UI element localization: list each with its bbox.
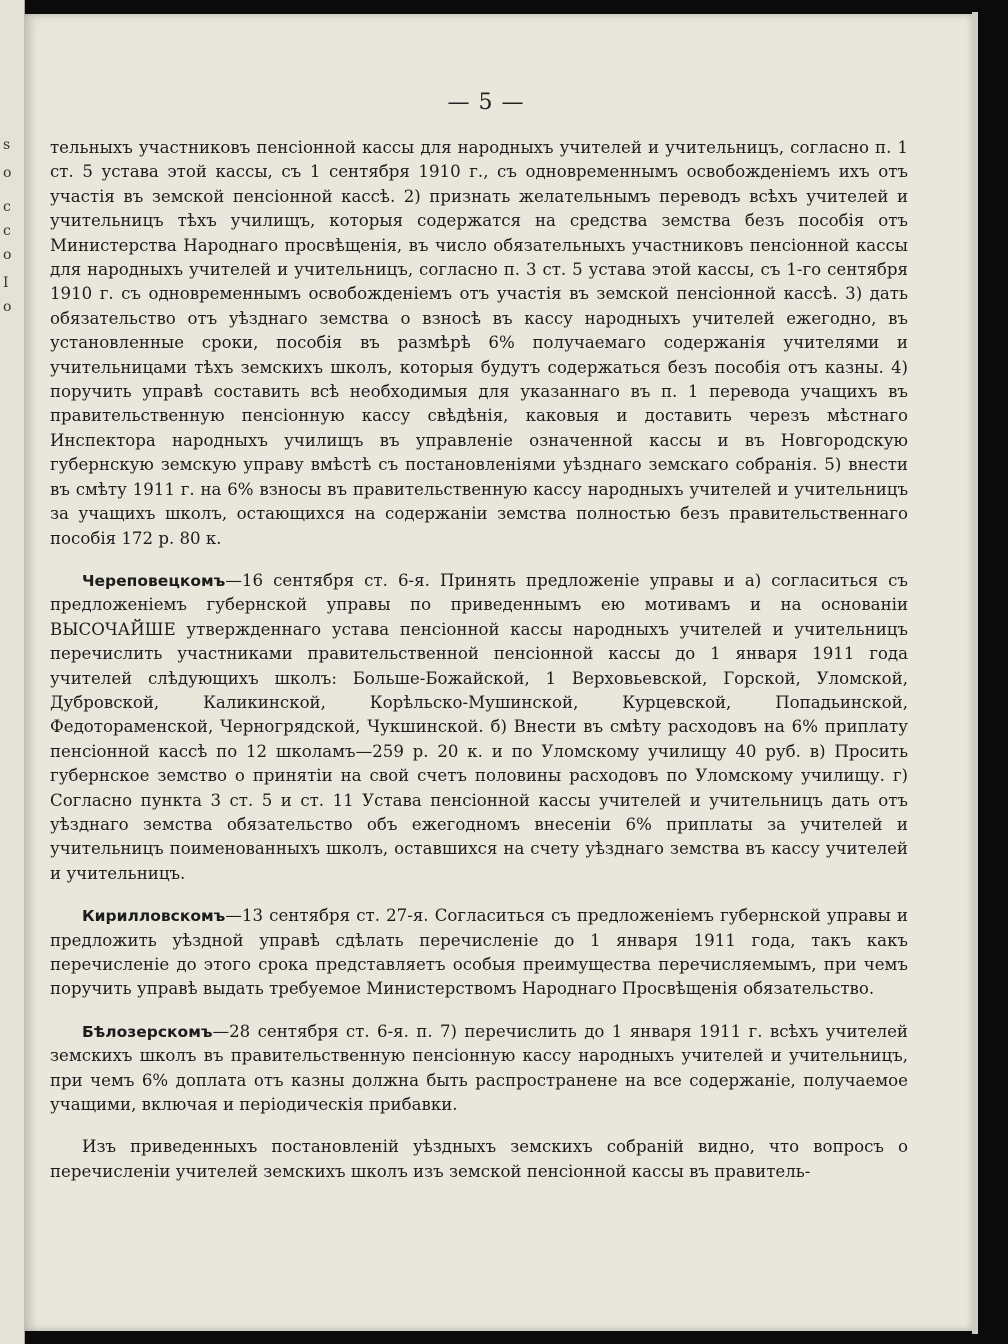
page-fragment: c bbox=[3, 199, 11, 215]
paragraph bbox=[50, 904, 908, 1002]
district-heading: Череповецкомъ bbox=[82, 571, 226, 590]
page-number: — 5 — bbox=[447, 90, 525, 115]
paragraph-text: тельныхъ участниковъ пенсіонной кассы для народныхъ учителей и учительницъ, согласно п. 1 ст. 5 устава этой кассы, съ 1 сентября 1910 г., съ одновременнымъ освобожденіемъ ихъ отъ участія въ земской пенсіонной кассѣ. 2) признать желательнымъ переводъ всѣхъ учителей и учительницъ тѣхъ училищъ, которыя содержатся на средства земства безъ пособія отъ Министерства Народнаго просвѣщенія, въ число обязательныхъ участниковъ пенсіонной кассы для народныхъ учителей и учительницъ, согласно п. 3 ст. 5 устава этой кассы, съ 1-го сентября 1910 г. съ одновременнымъ освобожденіемъ отъ участія въ земской пенсіонной кассѣ. 3) дать обязательство отъ уѣзднаго земства о взносѣ въ кассу народныхъ учителей ежегодно, въ установленные сроки, пособія въ размѣрѣ 6% получаемаго содержанія учителями и учительницами тѣхъ земскихъ школъ, которыя будутъ содержаться безъ пособія отъ казны. 4) поручить управѣ составить всѣ необходимыя для указаннаго въ п. 1 перевода учащихъ въ правительственную пенсіонную кассу свѣдѣнія, каковыя и доставить черезъ мѣстнаго Инспектора народныхъ училищъ въ управленіе означенной кассы и въ Новгородскую губернскую земскую управу вмѣстѣ съ постановленіями уѣзднаго земскаго собранія. 5) внести въ смѣту 1911 г. на 6% взносы въ правительственную кассу народныхъ учителей и учительницъ за учащихъ школъ, остающихся на содержаніи земства полностью безъ правительственнаго пособія 172 р. 80 к. bbox=[50, 138, 908, 548]
district-heading: Бѣлозерскомъ bbox=[82, 1022, 213, 1041]
document-page bbox=[24, 14, 972, 1331]
previous-page-edge bbox=[0, 0, 25, 1344]
paragraph-text: —13 сентября ст. 27-я. Согласиться съ предложеніемъ губернской управы и предложить уѣздной управѣ сдѣлать перечисленіе до 1 января 1911 года, такъ какъ перечисленіе до этого срока представляетъ особыя преимущества перечисляемымъ, при чемъ поручить управѣ выдать требуемое Министерствомъ Народнаго Просвѣщенія обязательство. bbox=[50, 906, 908, 999]
paragraph bbox=[50, 569, 908, 886]
paragraph-text: Изъ приведенныхъ постановленій уѣздныхъ земскихъ собраній видно, что вопросъ о перечисленіи учителей земскихъ школъ изъ земской пенсіонной кассы въ правитель- bbox=[50, 1137, 908, 1181]
page-fragment: o bbox=[3, 299, 12, 315]
page-fragment: c bbox=[3, 223, 11, 239]
paragraph-text: —16 сентября ст. 6-я. Принять предложеніе управы и а) согласиться съ предложеніемъ губернской управы по приведеннымъ ею мотивамъ и на основаніи ВЫСОЧАЙШЕ утвержденнаго устава пенсіонной кассы народныхъ учителей и учительницъ перечислить участниками правительственной пенсіонной кассы до 1 января 1911 года учителей слѣдующихъ школъ: Больше-Божайской, 1 Верховьевской, Горской, Уломской, Дубровской, Каликинской, Корѣльско-Мушинской, Курцевской, Попадьинской, Федотораменской, Черногрядской, Чукшинской. б) Внести въ смѣту расходовъ на 6% приплату пенсіонной кассѣ по 12 школамъ—259 р. 20 к. и по Уломскому училищу 40 руб. в) Просить губернское земство о принятіи на свой счетъ половины расходовъ по Уломскому училищу. г) Согласно пункта 3 ст. 5 и ст. 11 Устава пенсіонной кассы учителей и учительницъ дать отъ уѣзднаго земства обязательство объ ежегодномъ внесеніи 6% приплаты за учителей и учительницъ поименованныхъ школъ, оставшихся на счету уѣзднаго земства въ кассу учителей и учительницъ. bbox=[50, 570, 908, 883]
paragraph-text: —28 сентября ст. 6-я. п. 7) перечислить до 1 января 1911 г. всѣхъ учителей земскихъ школъ въ правительственную пенсіонную кассу народныхъ учителей и учительницъ, при чемъ 6% доплата отъ казны должна быть распространене на все содержаніе, получаемое учащими, включая и періодическія прибавки. bbox=[50, 1021, 908, 1115]
page-fragment: o bbox=[3, 165, 12, 181]
paragraph bbox=[50, 1020, 908, 1118]
page-fragment: s bbox=[3, 137, 11, 153]
page-fragment: I bbox=[3, 275, 9, 291]
paragraph bbox=[50, 136, 908, 551]
page-fragment: o bbox=[3, 247, 12, 263]
district-heading: Кирилловскомъ bbox=[82, 907, 226, 926]
page-edge bbox=[972, 12, 978, 1334]
paragraph bbox=[50, 1135, 908, 1184]
body-text bbox=[50, 136, 908, 1184]
